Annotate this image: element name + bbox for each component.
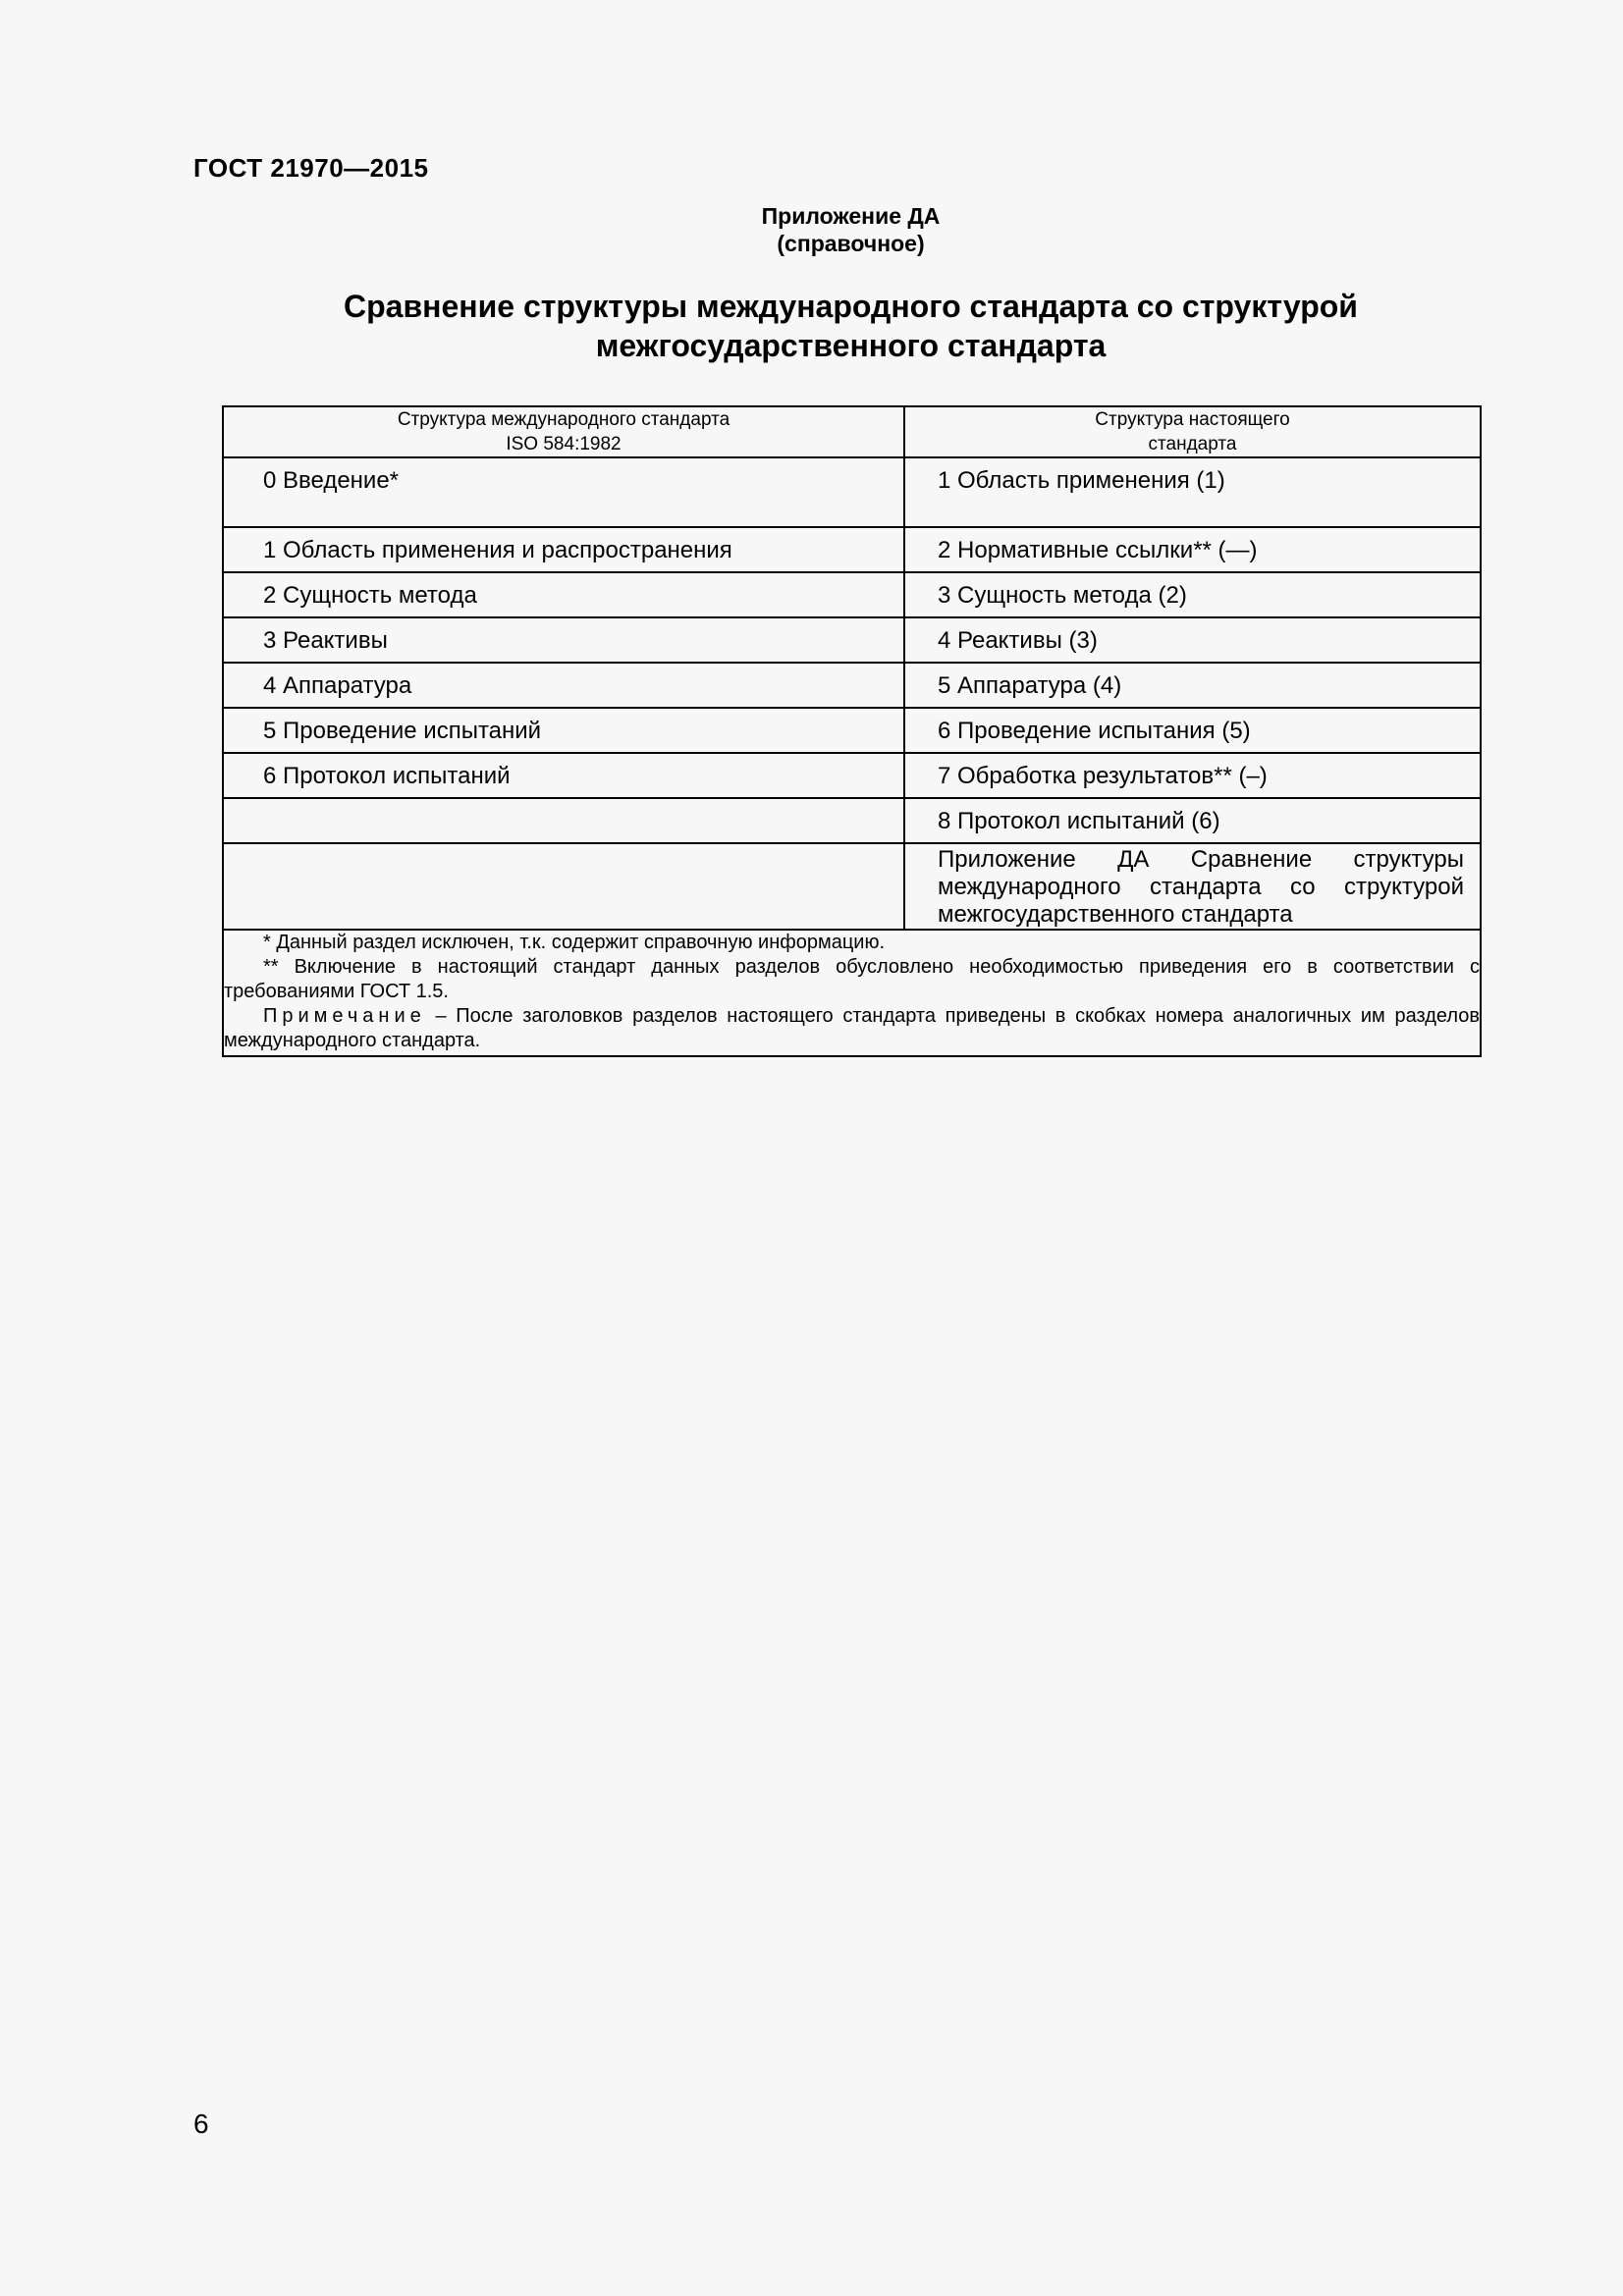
page-title-line-2: межгосударственного стандарта <box>595 328 1107 363</box>
international-section: 1 Область применения и распространения <box>223 527 904 572</box>
comparison-table <box>222 405 1482 1057</box>
footnote-1: * Данный раздел исключен, т.к. содержит справочную информацию. <box>263 932 885 953</box>
international-section: 6 Протокол испытаний <box>223 753 904 798</box>
current-section: 2 Нормативные ссылки** (—) <box>904 527 1481 572</box>
current-section: 8 Протокол испытаний (6) <box>904 798 1481 843</box>
table-row <box>223 798 1481 843</box>
table-header-row <box>223 406 1481 457</box>
footnote-2: ** Включение в настоящий стандарт данных разделов обусловлено необходимостью приведения его в соответствии с требованиями ГОСТ 1.5. <box>224 956 1480 1002</box>
international-section <box>223 843 904 930</box>
table-notes-row <box>223 930 1481 1056</box>
current-section: 3 Сущность метода (2) <box>904 572 1481 617</box>
note-text: – После заголовков разделов настоящего стандарта приведены в скобках номера аналогичных им разделов международного стандарта. <box>224 1005 1480 1051</box>
header-international-structure <box>223 406 904 457</box>
appendix-type: (справочное) <box>777 231 925 256</box>
note <box>224 1004 1480 1053</box>
international-section: 4 Аппаратура <box>223 663 904 708</box>
header-right-line-2: стандарта <box>1148 434 1237 454</box>
page-title-line-1: Сравнение структуры международного стандарта со структурой <box>344 289 1358 324</box>
current-section: 4 Реактивы (3) <box>904 617 1481 663</box>
header-left-line-1: Структура международного стандарта <box>397 409 730 430</box>
international-section: 0 Введение* <box>223 457 904 527</box>
international-section <box>223 798 904 843</box>
current-section: 1 Область применения (1) <box>904 457 1481 527</box>
table-row <box>223 457 1481 527</box>
international-section: 2 Сущность метода <box>223 572 904 617</box>
current-section: Приложение ДА Сравнение структуры международного стандарта со структурой межгосударственного стандарта <box>904 843 1481 930</box>
table-row <box>223 843 1481 930</box>
table-row <box>223 527 1481 572</box>
current-section: 7 Обработка результатов** (–) <box>904 753 1481 798</box>
document-code: ГОСТ 21970—2015 <box>193 153 429 183</box>
table-row <box>223 572 1481 617</box>
international-section: 5 Проведение испытаний <box>223 708 904 753</box>
page-number: 6 <box>193 2109 209 2139</box>
table-notes <box>223 930 1481 1056</box>
header-right-line-1: Структура настоящего <box>1095 409 1290 430</box>
appendix-label: Приложение ДА <box>761 203 941 229</box>
table-row <box>223 708 1481 753</box>
current-section: 5 Аппаратура (4) <box>904 663 1481 708</box>
header-left-line-2: ISO 584:1982 <box>506 434 622 454</box>
header-current-structure <box>904 406 1481 457</box>
table-row <box>223 663 1481 708</box>
note-label: Примечание <box>263 1005 426 1027</box>
table-row <box>223 753 1481 798</box>
international-section: 3 Реактивы <box>223 617 904 663</box>
current-section: 6 Проведение испытания (5) <box>904 708 1481 753</box>
table-row <box>223 617 1481 663</box>
